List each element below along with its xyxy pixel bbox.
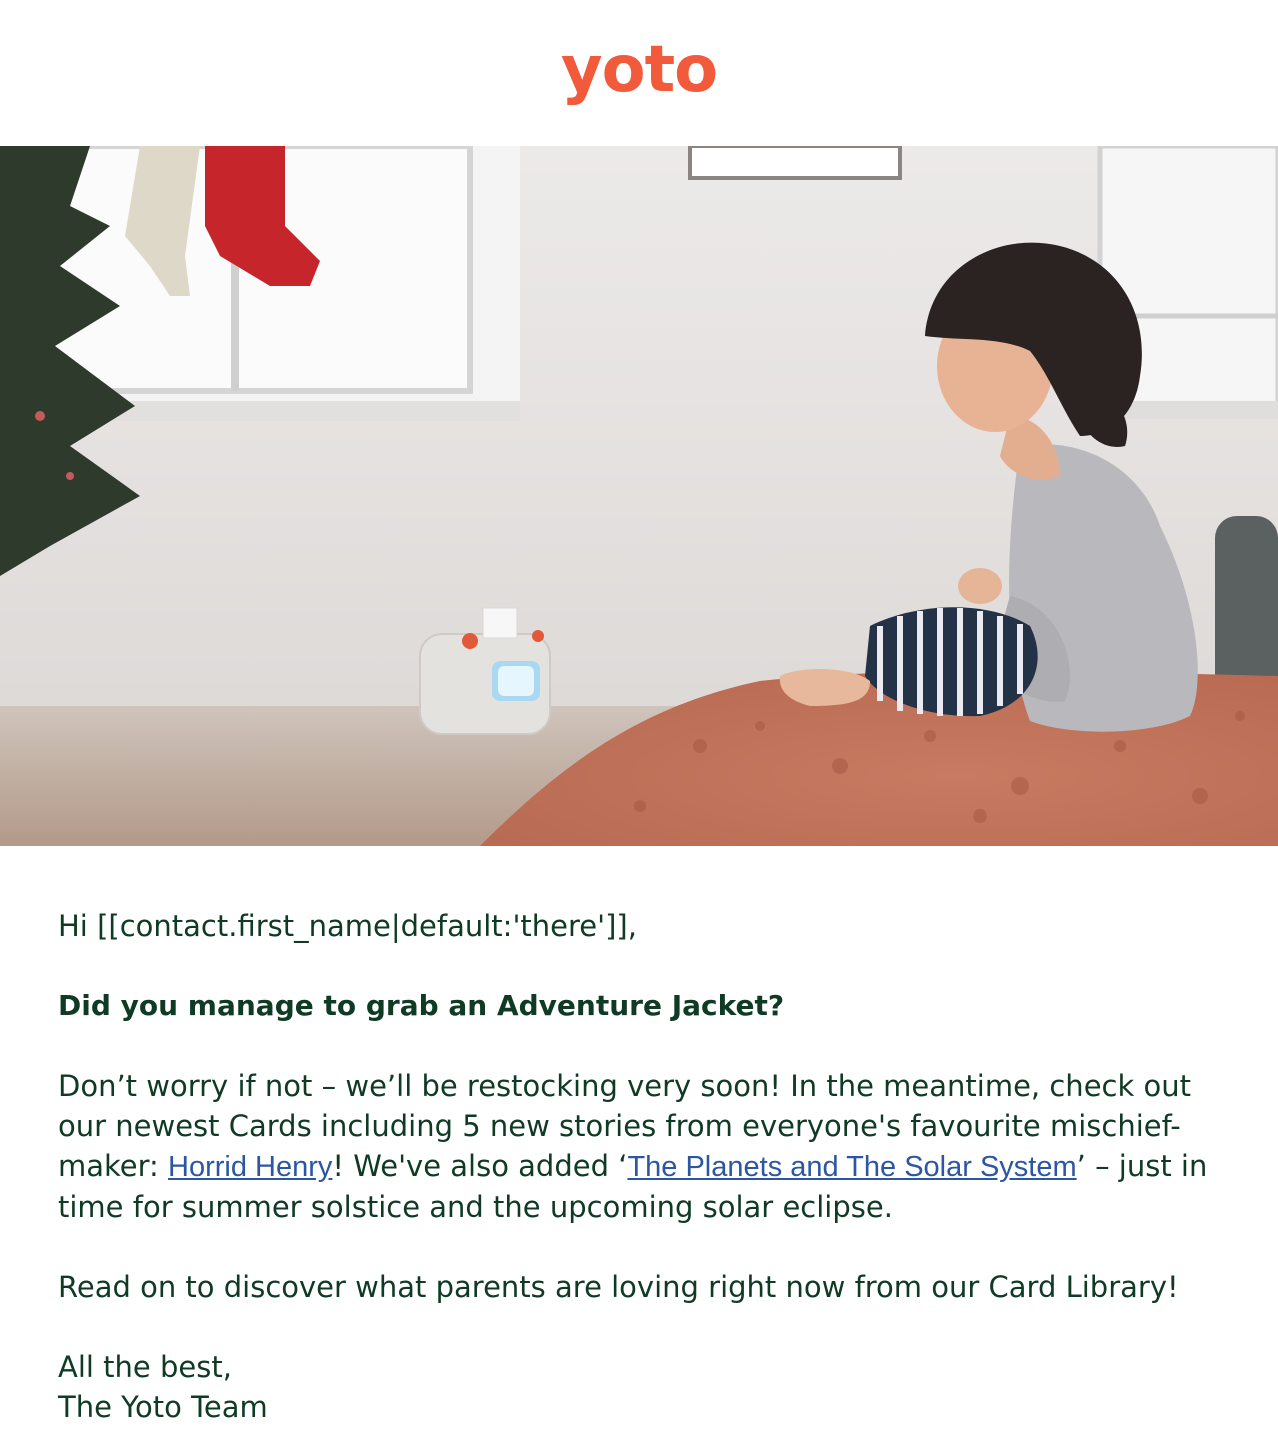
email-header xyxy=(0,0,1278,146)
body-paragraph xyxy=(58,1066,1220,1227)
body-text-part1: Don’t worry if not – we’ll be restocking very soon! In the meantime, check out our newest Cards including 5 new stories from everyone's favourite mischief-maker: xyxy=(58,1069,1191,1183)
signoff-line-2: The Yoto Team xyxy=(58,1390,268,1424)
signoff-line-1: All the best, xyxy=(58,1350,232,1384)
yoto-logo[interactable]: yoto xyxy=(560,33,718,107)
planets-solar-system-link[interactable]: The Planets and The Solar System xyxy=(627,1151,1077,1183)
email-body xyxy=(0,846,1278,1427)
body-text-part2: ! We've also added ‘ xyxy=(332,1149,628,1183)
greeting: Hi [[contact.first_name|default:'there']], xyxy=(58,909,637,943)
read-on-paragraph: Read on to discover what parents are loving right now from our Card Library! xyxy=(58,1270,1179,1304)
hero-illustration xyxy=(0,146,1278,846)
hero-image[interactable] xyxy=(0,146,1278,846)
headline: Did you manage to grab an Adventure Jacket? xyxy=(58,989,785,1022)
body-text-part3: ’ – just in time for summer solstice and the upcoming solar eclipse. xyxy=(58,1149,1208,1224)
horrid-henry-link[interactable]: Horrid Henry xyxy=(168,1151,333,1183)
